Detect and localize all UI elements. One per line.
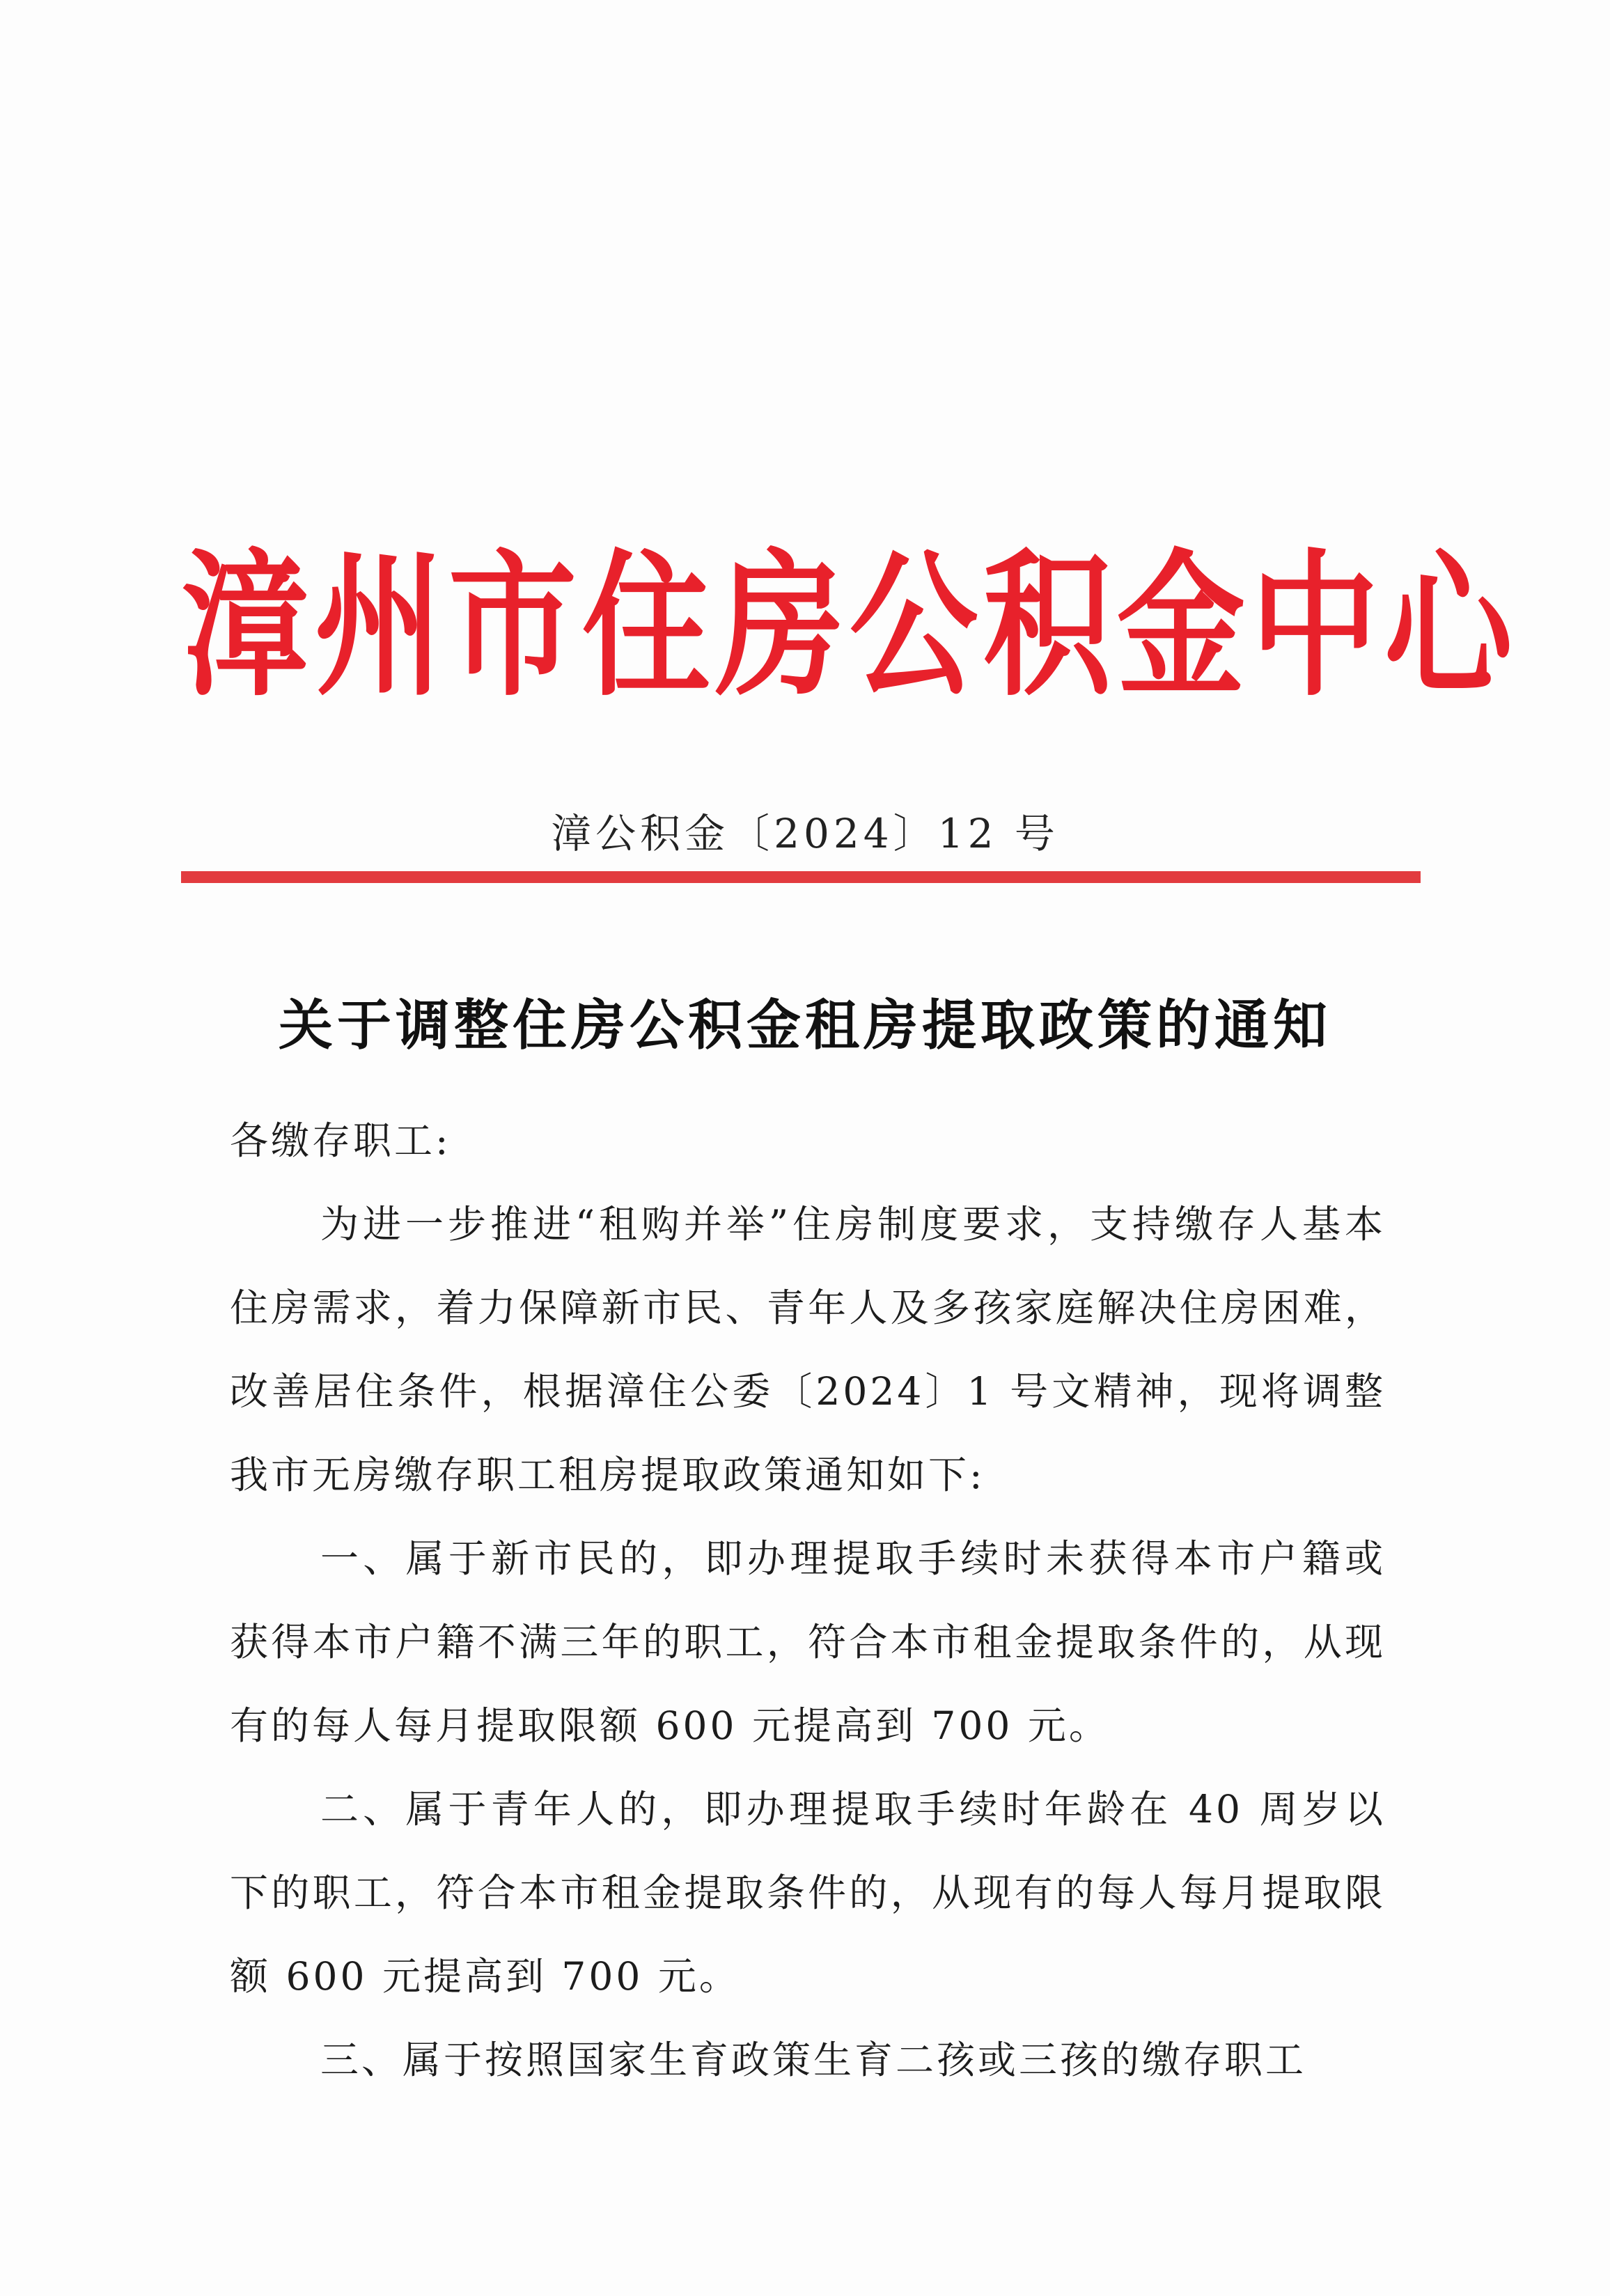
notice-title: 关于调整住房公积金租房提取政策的通知	[278, 994, 1331, 1057]
agency-letterhead-title: 漳州市住房公积金中心	[181, 536, 1519, 718]
paragraph-item-3: 三、属于按照国家生育政策生育二孩或三孩的缴存职工	[320, 2038, 1307, 2082]
document-number: 漳公积金〔2024〕12 号	[551, 810, 1059, 857]
letterhead-red-divider	[181, 871, 1421, 883]
paragraph-item-2: 二、属于青年人的，即办理提取手续时年龄在 40 周岁以下的职工，符合本市租金提取条件的，从现有的每人每月提取限额 600 元提高到 700 元。	[230, 1787, 1386, 1999]
paragraph-item-1: 一、属于新市民的，即办理提取手续时未获得本市户籍或获得本市户籍不满三年的职工，符合本市租金提取条件的，从现有的每人每月提取限额 600 元提高到 700 元。	[230, 1536, 1386, 1748]
paragraph-intro: 为进一步推进“租购并举”住房制度要求，支持缴存人基本住房需求，着力保障新市民、青年人及多孩家庭解决住房困难，改善居住条件，根据漳住公委〔2024〕1 号文精神，现将调整我市无房缴存职工租房提取政策通知如下:	[230, 1202, 1386, 1497]
salutation: 各缴存职工:	[230, 1118, 451, 1163]
notice-body	[230, 1099, 1386, 2102]
